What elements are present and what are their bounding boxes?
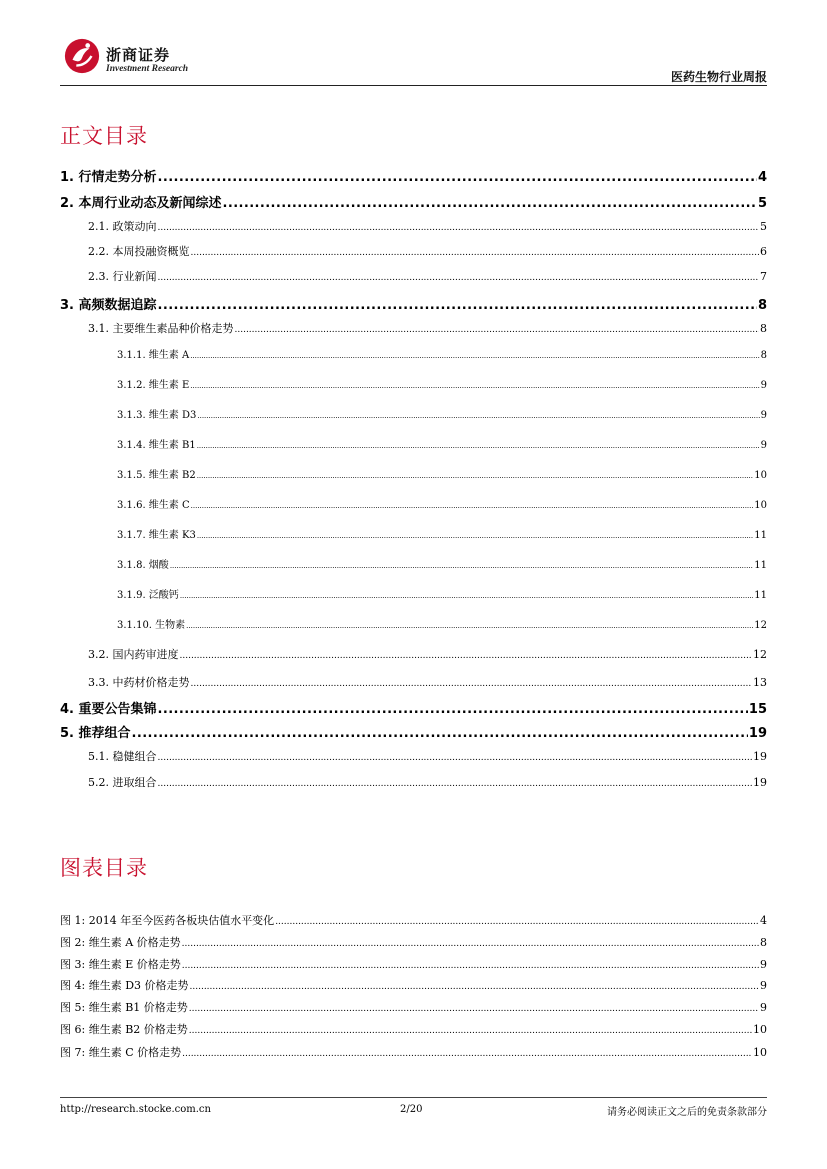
dot-leader	[189, 1026, 752, 1036]
dot-leader	[235, 325, 760, 335]
toc-entry-chapter[interactable]	[60, 698, 767, 717]
toc-entry-section-page: 7	[760, 270, 767, 283]
toc-entry-subsection-label: 3.1.4. 维生素 B1	[117, 440, 196, 451]
report-type: 医药生物行业周报	[670, 70, 767, 84]
toc-entry-chapter[interactable]	[60, 294, 767, 313]
toc-entry-section-label: 2.2. 本周投融资概览	[88, 245, 190, 258]
toc-entry-subsection[interactable]	[60, 406, 767, 421]
toc-entry-section[interactable]	[60, 646, 767, 662]
toc-entry-subsection[interactable]	[60, 526, 767, 541]
toc-entry-subsection-page: 8	[760, 350, 767, 361]
figure-entry[interactable]	[60, 1044, 767, 1060]
toc-entry-chapter-page: 15	[748, 702, 767, 717]
disclaimer-note: 请务必阅读正文之后的免责条款部分	[607, 1107, 767, 1118]
toc-entry-section-page: 6	[760, 245, 767, 258]
toc-entry-section[interactable]	[60, 268, 767, 284]
toc-entry-subsection-page: 9	[760, 440, 767, 451]
brand-name-cn: 浙商证券	[106, 46, 171, 64]
toc-entry-subsection-page: 12	[754, 620, 767, 631]
dot-leader	[158, 702, 748, 717]
figure-entry-label: 图 7: 维生素 C 价格走势	[60, 1046, 182, 1059]
dot-leader	[132, 726, 748, 741]
toc-entry-chapter-label: 5. 推荐组合	[60, 726, 131, 741]
figure-entry-page: 9	[760, 979, 767, 992]
toc-entry-section-label: 5.1. 稳健组合	[88, 750, 157, 763]
figure-entry[interactable]	[60, 912, 767, 928]
figure-entry-page: 9	[760, 1001, 767, 1014]
figure-entry-label: 图 4: 维生素 D3 价格走势	[60, 979, 189, 992]
toc-entry-chapter-label: 2. 本周行业动态及新闻综述	[60, 196, 222, 211]
figure-entry-page: 4	[760, 914, 767, 927]
toc-entry-section-label: 3.1. 主要维生素品种价格走势	[88, 322, 234, 335]
toc-entry-subsection-page: 10	[754, 470, 767, 481]
dot-leader	[186, 622, 753, 630]
dot-leader	[180, 592, 753, 600]
toc-entry-subsection-label: 3.1.10. 生物素	[117, 620, 186, 631]
toc-entry-chapter-page: 19	[748, 726, 767, 741]
toc-entry-section-label: 2.3. 行业新闻	[88, 270, 157, 283]
dot-leader	[223, 196, 757, 211]
dot-leader	[158, 170, 757, 185]
toc-entry-subsection-page: 9	[760, 410, 767, 421]
toc-entry-subsection[interactable]	[60, 346, 767, 361]
figure-entry[interactable]	[60, 977, 767, 993]
toc-entry-subsection-page: 9	[760, 380, 767, 391]
toc-entry-subsection-label: 3.1.5. 维生素 B2	[117, 470, 196, 481]
figure-entry-label: 图 1: 2014 年至今医药各板块估值水平变化	[60, 914, 275, 927]
toc-entry-section-page: 19	[753, 776, 767, 789]
toc-entry-subsection-label: 3.1.9. 泛酸钙	[117, 590, 179, 601]
toc-entry-section-label: 2.1. 政策动向	[88, 220, 157, 233]
toc-entry-subsection[interactable]	[60, 556, 767, 571]
stocke-logo-icon	[63, 37, 101, 75]
toc-entry-section[interactable]	[60, 674, 767, 690]
dot-leader	[275, 917, 759, 927]
figure-entry-label: 图 5: 维生素 B1 价格走势	[60, 1001, 188, 1014]
toc-entry-subsection-label: 3.1.7. 维生素 K3	[117, 530, 196, 541]
dot-leader	[180, 651, 753, 661]
dot-leader	[182, 961, 759, 971]
dot-leader	[197, 532, 753, 540]
toc-entry-subsection-label: 3.1.8. 烟酸	[117, 560, 169, 571]
dot-leader	[191, 248, 760, 258]
dot-leader	[158, 273, 760, 283]
toc-entry-subsection[interactable]	[60, 496, 767, 511]
toc-entry-chapter-page: 5	[757, 196, 767, 211]
dot-leader	[189, 1004, 759, 1014]
figure-entry-page: 10	[753, 1023, 767, 1036]
toc-entry-subsection-page: 11	[754, 590, 767, 601]
toc-entry-chapter-label: 4. 重要公告集锦	[60, 702, 157, 717]
dot-leader	[197, 472, 754, 480]
header-divider	[60, 85, 767, 86]
dot-leader	[190, 982, 759, 992]
toc-entry-subsection-label: 3.1.2. 维生素 E	[117, 380, 190, 391]
toc-entry-subsection[interactable]	[60, 376, 767, 391]
toc-entry-section[interactable]	[60, 748, 767, 764]
figure-entry-label: 图 3: 维生素 E 价格走势	[60, 958, 181, 971]
toc-entry-section-page: 5	[760, 220, 767, 233]
toc-entry-subsection[interactable]	[60, 586, 767, 601]
figure-entry[interactable]	[60, 999, 767, 1015]
toc-entry-section[interactable]	[60, 218, 767, 234]
toc-entry-chapter-page: 4	[757, 170, 767, 185]
toc-entry-section[interactable]	[60, 243, 767, 259]
toc-entry-section-page: 8	[760, 322, 767, 335]
toc-entry-subsection-page: 10	[754, 500, 767, 511]
footer-divider	[60, 1097, 767, 1098]
figure-entry-label: 图 2: 维生素 A 价格走势	[60, 936, 181, 949]
toc-entry-subsection-label: 3.1.1. 维生素 A	[117, 350, 190, 361]
toc-entry-chapter-label: 3. 高频数据追踪	[60, 298, 157, 313]
dot-leader	[158, 298, 757, 313]
dot-leader	[158, 223, 760, 233]
dot-leader	[191, 502, 754, 510]
toc-entry-section-label: 3.3. 中药材价格走势	[88, 676, 190, 689]
footer-url[interactable]: http://research.stocke.com.cn	[60, 1104, 211, 1115]
dot-leader	[182, 939, 759, 949]
brand-name-en: Investment Research	[106, 64, 189, 74]
page-number: 2/20	[400, 1104, 423, 1115]
dot-leader	[170, 562, 753, 570]
toc-entry-section-label: 3.2. 国内药审进度	[88, 648, 179, 661]
toc-entry-subsection-page: 11	[754, 560, 767, 571]
figure-entry-page: 8	[760, 936, 767, 949]
toc-entry-subsection[interactable]	[60, 436, 767, 451]
dot-leader	[158, 779, 753, 789]
figure-entry-page: 10	[753, 1046, 767, 1059]
toc-entry-chapter[interactable]	[60, 192, 767, 211]
toc-heading: 正文目录	[60, 124, 148, 148]
dot-leader	[190, 352, 759, 360]
toc-entry-section-label: 5.2. 进取组合	[88, 776, 157, 789]
figure-entry[interactable]	[60, 934, 767, 950]
toc-entry-subsection[interactable]	[60, 466, 767, 481]
dot-leader	[197, 412, 759, 420]
toc-entry-section[interactable]	[60, 774, 767, 790]
toc-entry-chapter-label: 1. 行情走势分析	[60, 170, 157, 185]
figure-entry-page: 9	[760, 958, 767, 971]
toc-entry-section[interactable]	[60, 320, 767, 336]
toc-entry-section-page: 13	[753, 676, 767, 689]
toc-entry-chapter[interactable]	[60, 722, 767, 741]
dot-leader	[191, 679, 753, 689]
toc-entry-section-page: 19	[753, 750, 767, 763]
toc-entry-chapter-page: 8	[757, 298, 767, 313]
figure-entry[interactable]	[60, 956, 767, 972]
toc-entry-section-page: 12	[753, 648, 767, 661]
toc-entry-subsection[interactable]	[60, 616, 767, 631]
dot-leader	[190, 382, 759, 390]
dot-leader	[197, 442, 760, 450]
dot-leader	[158, 753, 753, 763]
figure-entry[interactable]	[60, 1021, 767, 1037]
toc-entry-subsection-label: 3.1.6. 维生素 C	[117, 500, 190, 511]
dot-leader	[182, 1049, 752, 1059]
figures-heading: 图表目录	[60, 856, 148, 880]
figure-entry-label: 图 6: 维生素 B2 价格走势	[60, 1023, 188, 1036]
toc-entry-subsection-label: 3.1.3. 维生素 D3	[117, 410, 197, 421]
toc-entry-subsection-page: 11	[754, 530, 767, 541]
toc-entry-chapter[interactable]	[60, 166, 767, 185]
